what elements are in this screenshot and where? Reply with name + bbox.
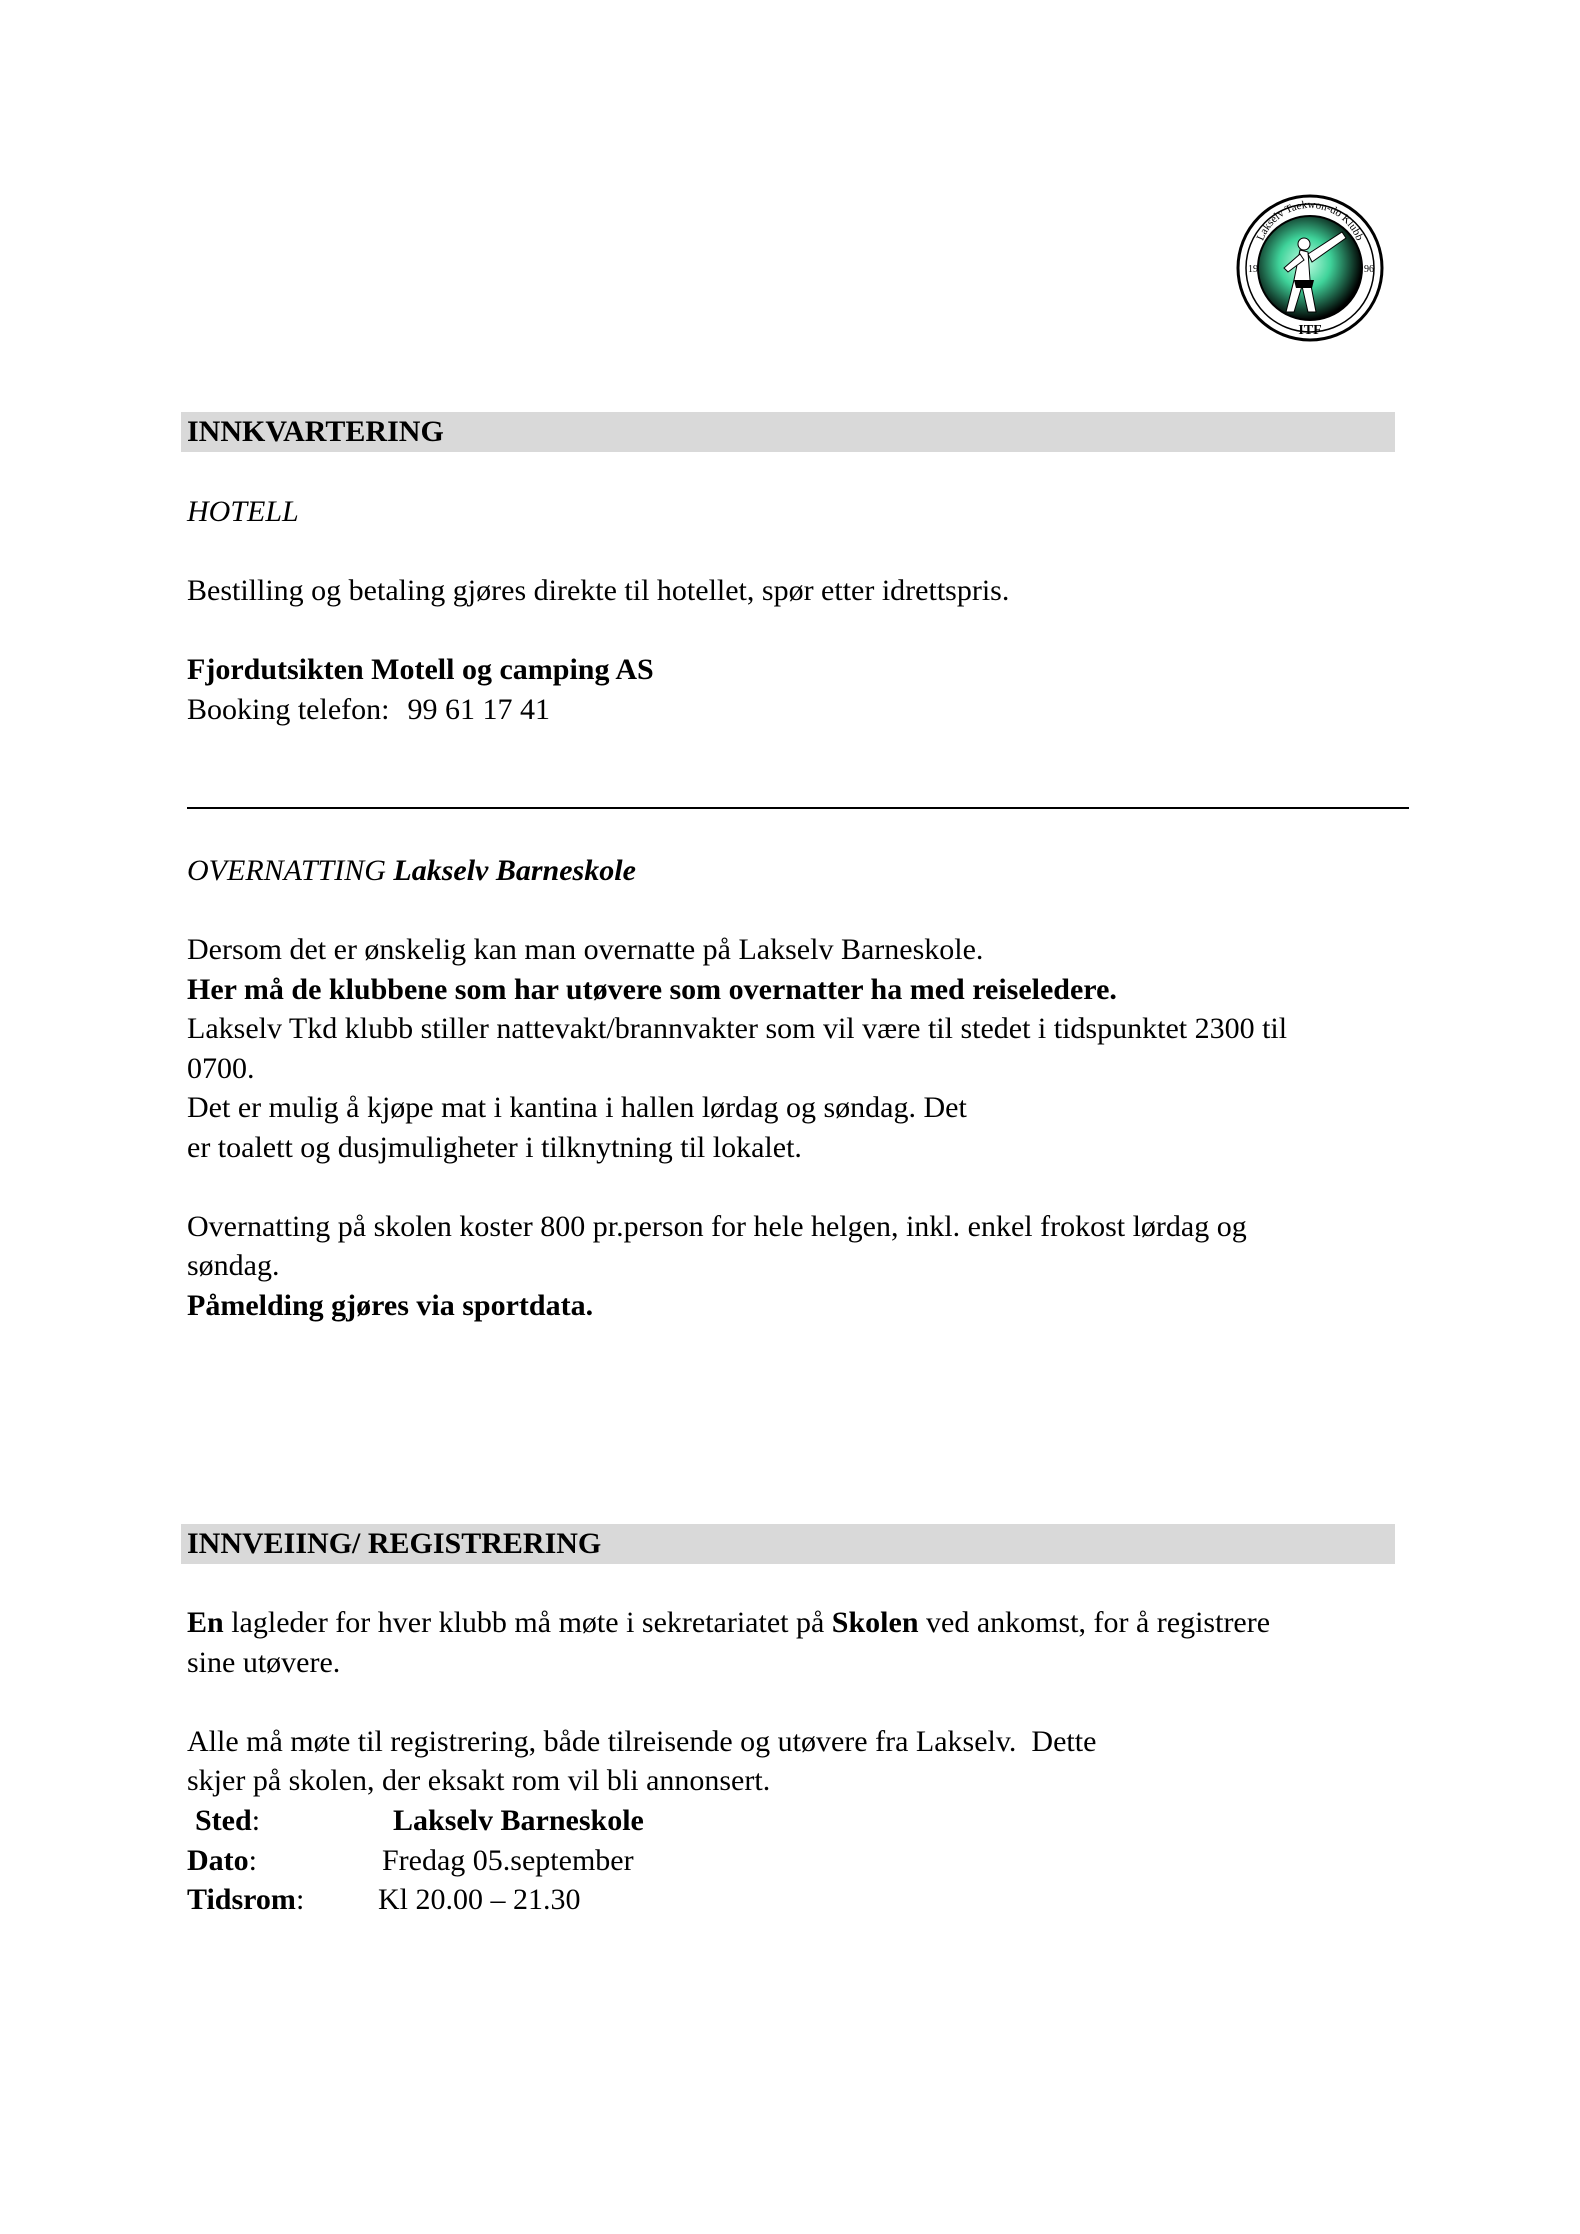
overnatting-line-2: Her må de klubbene som har utøvere som overnatter ha med reiseledere. bbox=[187, 973, 1117, 1006]
overnatting-line-5: Det er mulig å kjøpe mat i kantina i hallen lørdag og søndag. Det bbox=[187, 1091, 967, 1124]
registrering-skolen: Skolen bbox=[831, 1606, 919, 1639]
tidsrom-row bbox=[187, 1884, 304, 1916]
overnatting-line-1: Dersom det er ønskelig kan man overnatte på Lakselv Barneskole. bbox=[187, 933, 984, 966]
sted-value: Lakselv Barneskole bbox=[393, 1804, 644, 1837]
dato-row bbox=[187, 1845, 257, 1877]
section-title-innkvartering: INNKVARTERING bbox=[187, 415, 444, 448]
overnatting-heading bbox=[187, 855, 636, 887]
registrering-text-1: lagleder for hver klubb må møte i sekretariatet på bbox=[223, 1606, 832, 1639]
section-bar-innkvartering bbox=[181, 412, 1395, 452]
hotel-name: Fjordutsikten Motell og camping AS bbox=[187, 653, 654, 686]
registrering-p1-line-2: sine utøvere. bbox=[187, 1646, 341, 1679]
logo-arc-text: Lakselv Taekwon-do Klubb bbox=[1254, 198, 1366, 243]
logo-year-left: 19 bbox=[1248, 264, 1258, 275]
overnatting-line-8: søndag. bbox=[187, 1249, 280, 1282]
overnatting-line-6: er toalett og dusjmuligheter i tilknytning til lokalet. bbox=[187, 1131, 802, 1164]
tidsrom-value: Kl 20.00 – 21.30 bbox=[378, 1883, 581, 1916]
overnatting-line-3: Lakselv Tkd klubb stiller nattevakt/brannvakter som vil være til stedet i tidspunktet 2300 til bbox=[187, 1012, 1288, 1045]
overnatting-line-4: 0700. bbox=[187, 1052, 255, 1085]
booking-label: Booking telefon: bbox=[187, 693, 390, 726]
registrering-p1-line-1 bbox=[187, 1607, 1270, 1639]
dato-label: Dato bbox=[187, 1844, 249, 1877]
hotel-booking-line bbox=[187, 694, 550, 726]
sted-row bbox=[195, 1805, 260, 1837]
dato-colon: : bbox=[248, 1844, 257, 1877]
tidsrom-colon: : bbox=[295, 1883, 305, 1916]
overnatting-line-7: Overnatting på skolen koster 800 pr.person for hele helgen, inkl. enkel frokost lørdag og bbox=[187, 1210, 1247, 1243]
sted-label: Sted bbox=[195, 1804, 252, 1837]
logo-bottom-text: ITF bbox=[1298, 323, 1322, 338]
tidsrom-label: Tidsrom bbox=[187, 1883, 296, 1916]
section-title-innveiing: INNVEIING/ REGISTRERING bbox=[187, 1527, 602, 1560]
registrering-en: En bbox=[187, 1606, 224, 1639]
registrering-text-2: ved ankomst, for å registrere bbox=[918, 1606, 1271, 1639]
hotel-heading: HOTELL bbox=[187, 495, 299, 528]
overnatting-line-9: Påmelding gjøres via sportdata. bbox=[187, 1289, 594, 1322]
horizontal-divider bbox=[187, 807, 1409, 809]
overnatting-heading-a: OVERNATTING bbox=[187, 854, 386, 887]
overnatting-heading-b: Lakselv Barneskole bbox=[393, 854, 636, 887]
section-bar-innveiing bbox=[181, 1524, 1395, 1564]
registrering-p2-line-2: skjer på skolen, der eksakt rom vil bli annonsert. bbox=[187, 1764, 771, 1797]
sted-colon: : bbox=[251, 1804, 261, 1837]
booking-phone: 99 61 17 41 bbox=[407, 693, 550, 726]
club-logo bbox=[1234, 188, 1386, 350]
registrering-p2-line-1: Alle må møte til registrering, både tilreisende og utøvere fra Lakselv. Dette bbox=[187, 1725, 1097, 1758]
club-logo-emblem-icon bbox=[1234, 188, 1386, 350]
logo-year-right: 96 bbox=[1364, 264, 1374, 275]
hotel-intro: Bestilling og betaling gjøres direkte til hotellet, spør etter idrettspris. bbox=[187, 574, 1010, 607]
dato-value: Fredag 05.september bbox=[382, 1844, 634, 1877]
